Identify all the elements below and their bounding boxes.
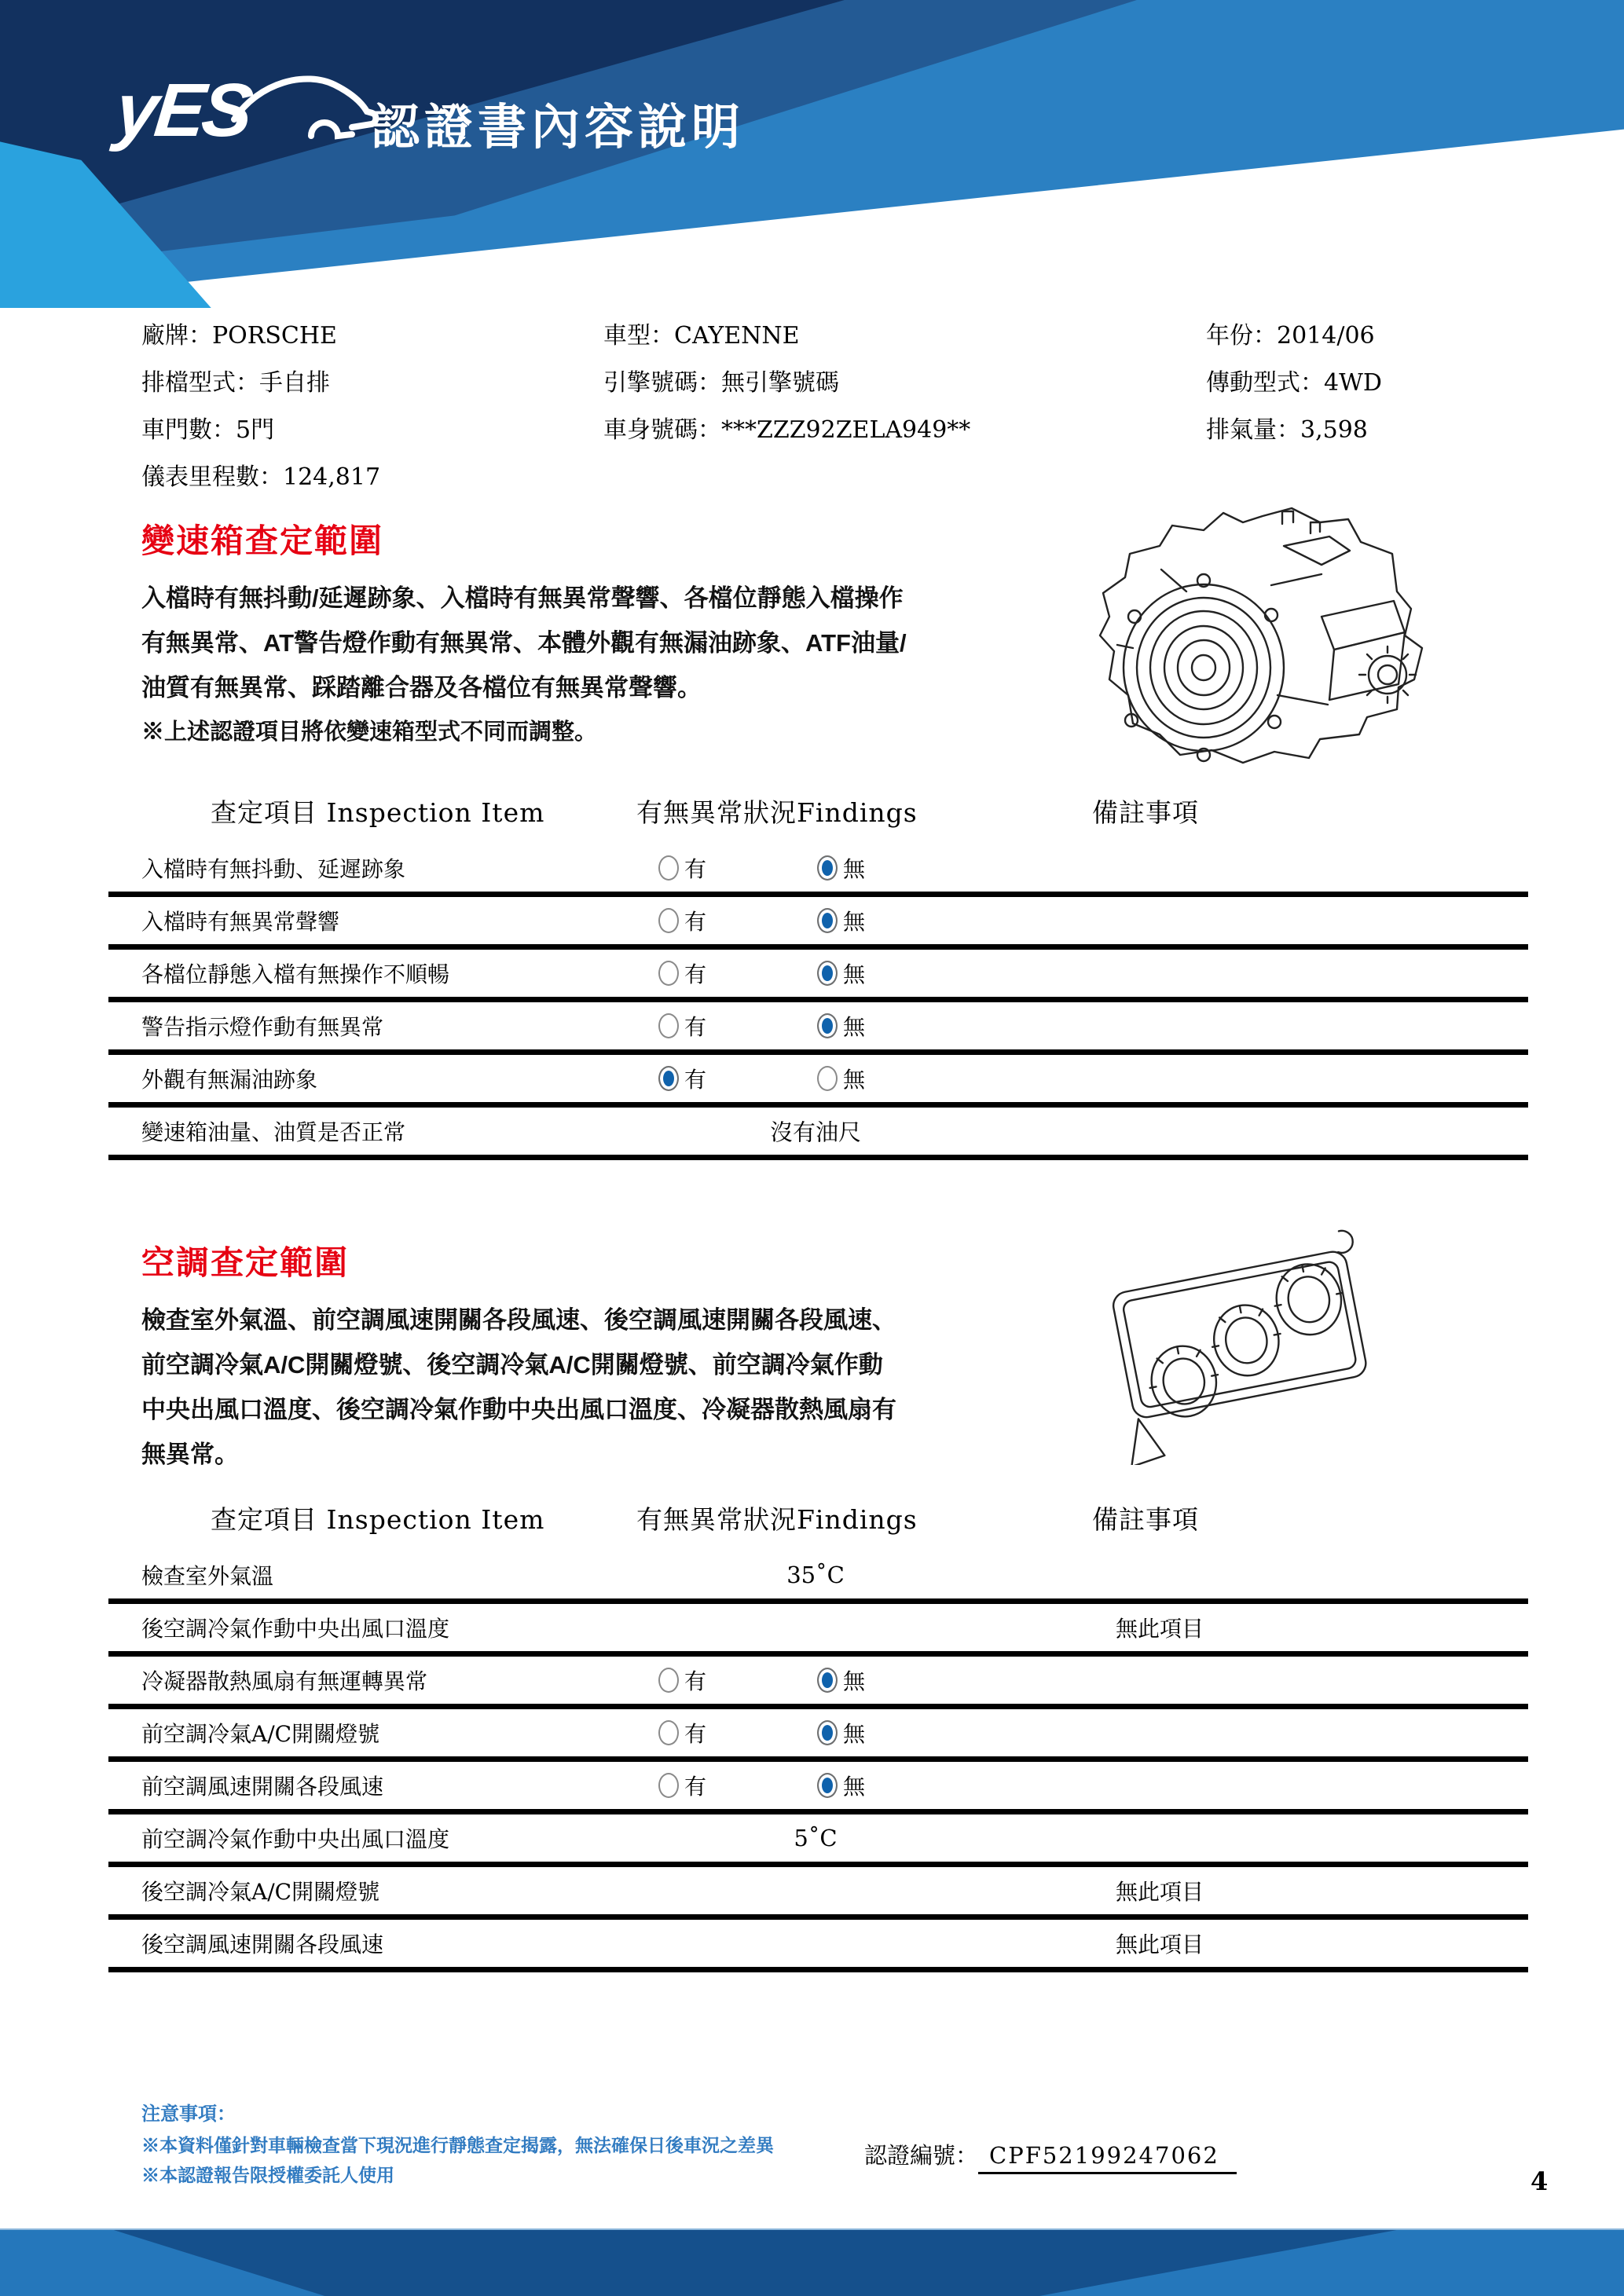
brand-area [0,0,1624,308]
remark-value: 無此項目 [1116,1879,1204,1905]
radio-no[interactable] [817,961,838,986]
table-row [108,844,1528,897]
ac-table-header [108,1489,1528,1551]
transmission-section-title: 變速箱查定範圍 [141,522,384,559]
desc-note-line: ※上述認證項目將依變速箱型式不同而調整。 [141,720,598,745]
certificate-number-value: CPF52199247062 [978,2142,1237,2174]
row-item-label: 檢查室外氣溫 [141,1563,274,1589]
radio-yes[interactable] [658,961,679,986]
radio-yes-label: 有 [684,856,707,882]
table-row [108,897,1528,950]
info-vin: 車身號碼：***ZZZ92ZELA949** [603,416,971,444]
remark-value: 無此項目 [1116,1616,1204,1642]
radio-no[interactable] [817,1066,838,1091]
radio-yes[interactable] [658,855,679,881]
row-item-label: 變速箱油量、油質是否正常 [141,1119,406,1145]
col-header-remark: 備註事項 [1092,797,1199,828]
desc-line: 檢查室外氣溫、前空調風速開關各段風速、後空調風速開關各段風速、 [141,1306,896,1334]
radio-no[interactable] [817,855,838,881]
notice-block [141,2099,774,2190]
radio-yes-label: 有 [684,1668,707,1694]
row-item-label: 後空調風速開關各段風速 [141,1932,384,1957]
table-row [108,1657,1528,1709]
transmission-illustration [1086,499,1432,773]
col-header-findings: 有無異常狀況Findings [636,1504,918,1535]
transmission-table-header [108,782,1528,844]
info-doors: 車門數：5門 [141,416,275,444]
row-item-label: 警告指示燈作動有無異常 [141,1014,384,1040]
info-displacement: 排氣量：3,598 [1206,416,1368,444]
col-header-findings: 有無異常狀況Findings [636,797,918,828]
radio-no[interactable] [817,1668,838,1693]
row-item-label: 後空調冷氣作動中央出風口溫度 [141,1616,450,1642]
row-item-label: 入檔時有無抖動、延遲跡象 [141,856,406,882]
table-row [108,1055,1528,1108]
certificate-number [864,2138,1237,2174]
radio-no-label: 無 [843,961,866,987]
row-item-label: 前空調冷氣作動中央出風口溫度 [141,1826,450,1852]
transmission-section-description [141,576,1116,755]
table-row [108,1709,1528,1762]
radio-yes-label: 有 [684,1774,707,1800]
radio-no[interactable] [817,908,838,933]
row-item-label: 後空調冷氣A/C開關燈號 [141,1879,380,1905]
table-row [108,950,1528,1002]
radio-yes[interactable] [658,1013,679,1038]
radio-yes[interactable] [658,1668,679,1693]
table-row [108,1551,1528,1604]
row-item-label: 前空調風速開關各段風速 [141,1774,384,1800]
certificate-number-label: 認證編號： [864,2142,979,2169]
info-model: 車型：CAYENNE [603,322,800,350]
table-row [108,1814,1528,1867]
col-header-item: 查定項目 Inspection Item [211,1504,545,1535]
radio-yes-label: 有 [684,961,707,987]
row-item-label: 各檔位靜態入檔有無操作不順暢 [141,961,450,987]
table-row [108,1002,1528,1055]
ac-panel-illustration [1098,1214,1389,1468]
radio-yes[interactable] [658,908,679,933]
desc-line: 入檔時有無抖動/延遲跡象、入檔時有無異常聲響、各檔位靜態入檔操作 [141,584,904,612]
radio-no-label: 無 [843,856,866,882]
radio-yes-label: 有 [684,1014,707,1040]
yes-logo: yES [112,68,255,152]
vehicle-info-col3 [1206,313,1382,454]
info-year: 年份：2014/06 [1206,322,1375,350]
radio-yes[interactable] [658,1773,679,1798]
info-gearbox-type: 排檔型式：手自排 [141,369,330,397]
notice-line: ※本資料僅針對車輛檢查當下現況進行靜態查定揭露，無法確保日後車況之差異 [141,2135,774,2155]
transmission-table [108,782,1528,1160]
notice-line: ※本認證報告限授權委託人使用 [141,2165,394,2185]
row-item-label: 冷凝器散熱風扇有無運轉異常 [141,1668,428,1694]
radio-no-label: 無 [843,1067,866,1093]
table-row [108,1762,1528,1814]
finding-value: 35˚C [786,1562,845,1588]
radio-no-label: 無 [843,1774,866,1800]
remark-value: 無此項目 [1116,1932,1204,1957]
col-header-item: 查定項目 Inspection Item [211,797,545,828]
radio-no[interactable] [817,1013,838,1038]
desc-line: 中央出風口溫度、後空調冷氣作動中央出風口溫度、冷凝器散熱風扇有 [141,1396,896,1423]
page-header [0,0,1624,308]
radio-yes-label: 有 [684,1067,707,1093]
table-row [108,1108,1528,1160]
desc-line: 前空調冷氣A/C開關燈號、後空調冷氣A/C開關燈號、前空調冷氣作動 [141,1351,883,1379]
radio-no-label: 無 [843,1668,866,1694]
radio-yes[interactable] [658,1066,679,1091]
radio-no-label: 無 [843,1014,866,1040]
radio-no-label: 無 [843,909,866,935]
desc-line: 無異常。 [141,1441,239,1468]
finding-value: 5˚C [794,1825,838,1851]
info-engine-no: 引擎號碼：無引擎號碼 [603,369,839,397]
ac-table [108,1489,1528,1972]
col-header-remark: 備註事項 [1092,1504,1199,1535]
vehicle-info-col2 [603,313,970,454]
table-row [108,1867,1528,1920]
info-brand: 廠牌：PORSCHE [141,322,337,350]
row-item-label: 外觀有無漏油跡象 [141,1067,318,1093]
radio-no[interactable] [817,1720,838,1745]
radio-yes[interactable] [658,1720,679,1745]
table-row [108,1920,1528,1972]
row-item-label: 入檔時有無異常聲響 [141,909,340,935]
ac-section-title: 空調查定範圍 [141,1244,350,1281]
ac-section-description [141,1298,1116,1477]
desc-line: 有無異常、AT警告燈作動有無異常、本體外觀有無漏油跡象、ATF油量/ [141,629,907,657]
table-row [108,1604,1528,1657]
info-drivetrain: 傳動型式：4WD [1206,369,1382,397]
vehicle-info-col1 [141,313,380,501]
notice-title: 注意事項： [141,2104,236,2125]
radio-yes-label: 有 [684,909,707,935]
row-item-label: 前空調冷氣A/C開關燈號 [141,1721,380,1747]
footer-band [0,2228,1624,2296]
page-title: 認證書內容說明 [371,101,746,155]
desc-line: 油質有無異常、踩踏離合器及各檔位有無異常聲響。 [141,674,702,701]
radio-no[interactable] [817,1773,838,1798]
radio-no-label: 無 [843,1721,866,1747]
page-number: 4 [1531,2166,1549,2196]
finding-value: 沒有油尺 [769,1119,861,1146]
car-outline-icon [229,61,387,163]
info-mileage: 儀表里程數：124,817 [141,463,381,491]
radio-yes-label: 有 [684,1721,707,1747]
